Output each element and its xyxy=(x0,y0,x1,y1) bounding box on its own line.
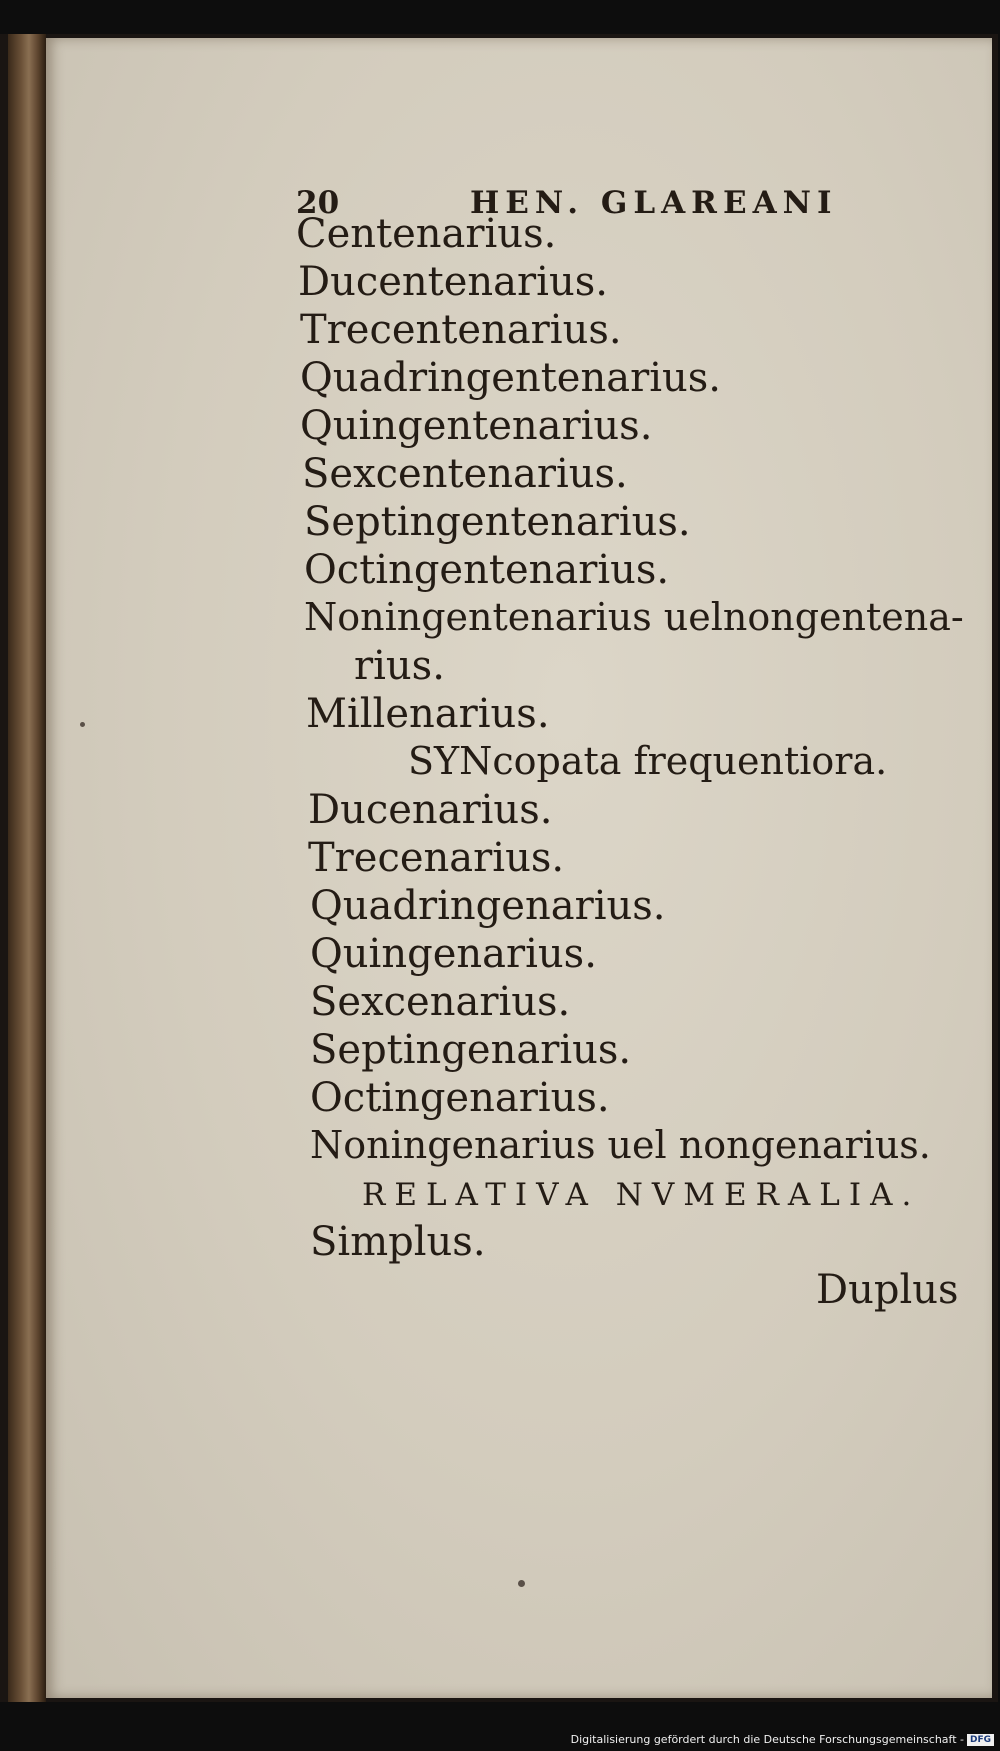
text-line: Simplus. xyxy=(310,1219,486,1265)
book-scan xyxy=(0,34,998,1702)
text-line: Centenarius. xyxy=(296,211,557,257)
text-line: Sexcenarius. xyxy=(310,979,571,1025)
text-line: Noningentenarius uelnongentena- xyxy=(304,595,964,639)
text-line: Noningenarius uel nongenarius. xyxy=(310,1123,931,1167)
running-head: HEN. GLAREANI xyxy=(470,185,838,221)
section-heading-relativa: RELATIVA NVMERALIA. xyxy=(362,1177,921,1213)
text-line: Ducenarius. xyxy=(308,787,553,833)
digitization-credit xyxy=(571,1733,994,1746)
text-line: Octingentenarius. xyxy=(304,547,670,593)
text-line: Sexcentenarius. xyxy=(302,451,628,497)
text-line: Trecenarius. xyxy=(308,835,565,881)
page-number: 20 xyxy=(296,185,340,221)
text-line: Quadringentenarius. xyxy=(300,355,721,401)
catchword: Duplus xyxy=(816,1267,959,1313)
text-line: rius. xyxy=(354,643,445,689)
text-line: Trecentenarius. xyxy=(300,307,622,353)
text-line: Millenarius. xyxy=(306,691,550,737)
text-line: Septingenarius. xyxy=(310,1027,632,1073)
ink-speck xyxy=(80,722,85,727)
text-line: Quadringenarius. xyxy=(310,883,666,929)
section-heading: SYNcopata frequentiora. xyxy=(408,739,888,783)
text-line: Quingenarius. xyxy=(310,931,597,977)
text-line: Octingenarius. xyxy=(310,1075,610,1121)
ink-speck xyxy=(518,1580,525,1587)
credit-text: Digitalisierung gefördert durch die Deutsche Forschungsgemeinschaft - xyxy=(570,1733,964,1746)
text-line: Septingentenarius. xyxy=(304,499,691,545)
dfg-logo-icon: DFG xyxy=(967,1734,994,1746)
text-line: Ducentenarius. xyxy=(298,259,608,305)
book-spine-edge xyxy=(8,34,46,1702)
text-line: Quingentenarius. xyxy=(300,403,653,449)
